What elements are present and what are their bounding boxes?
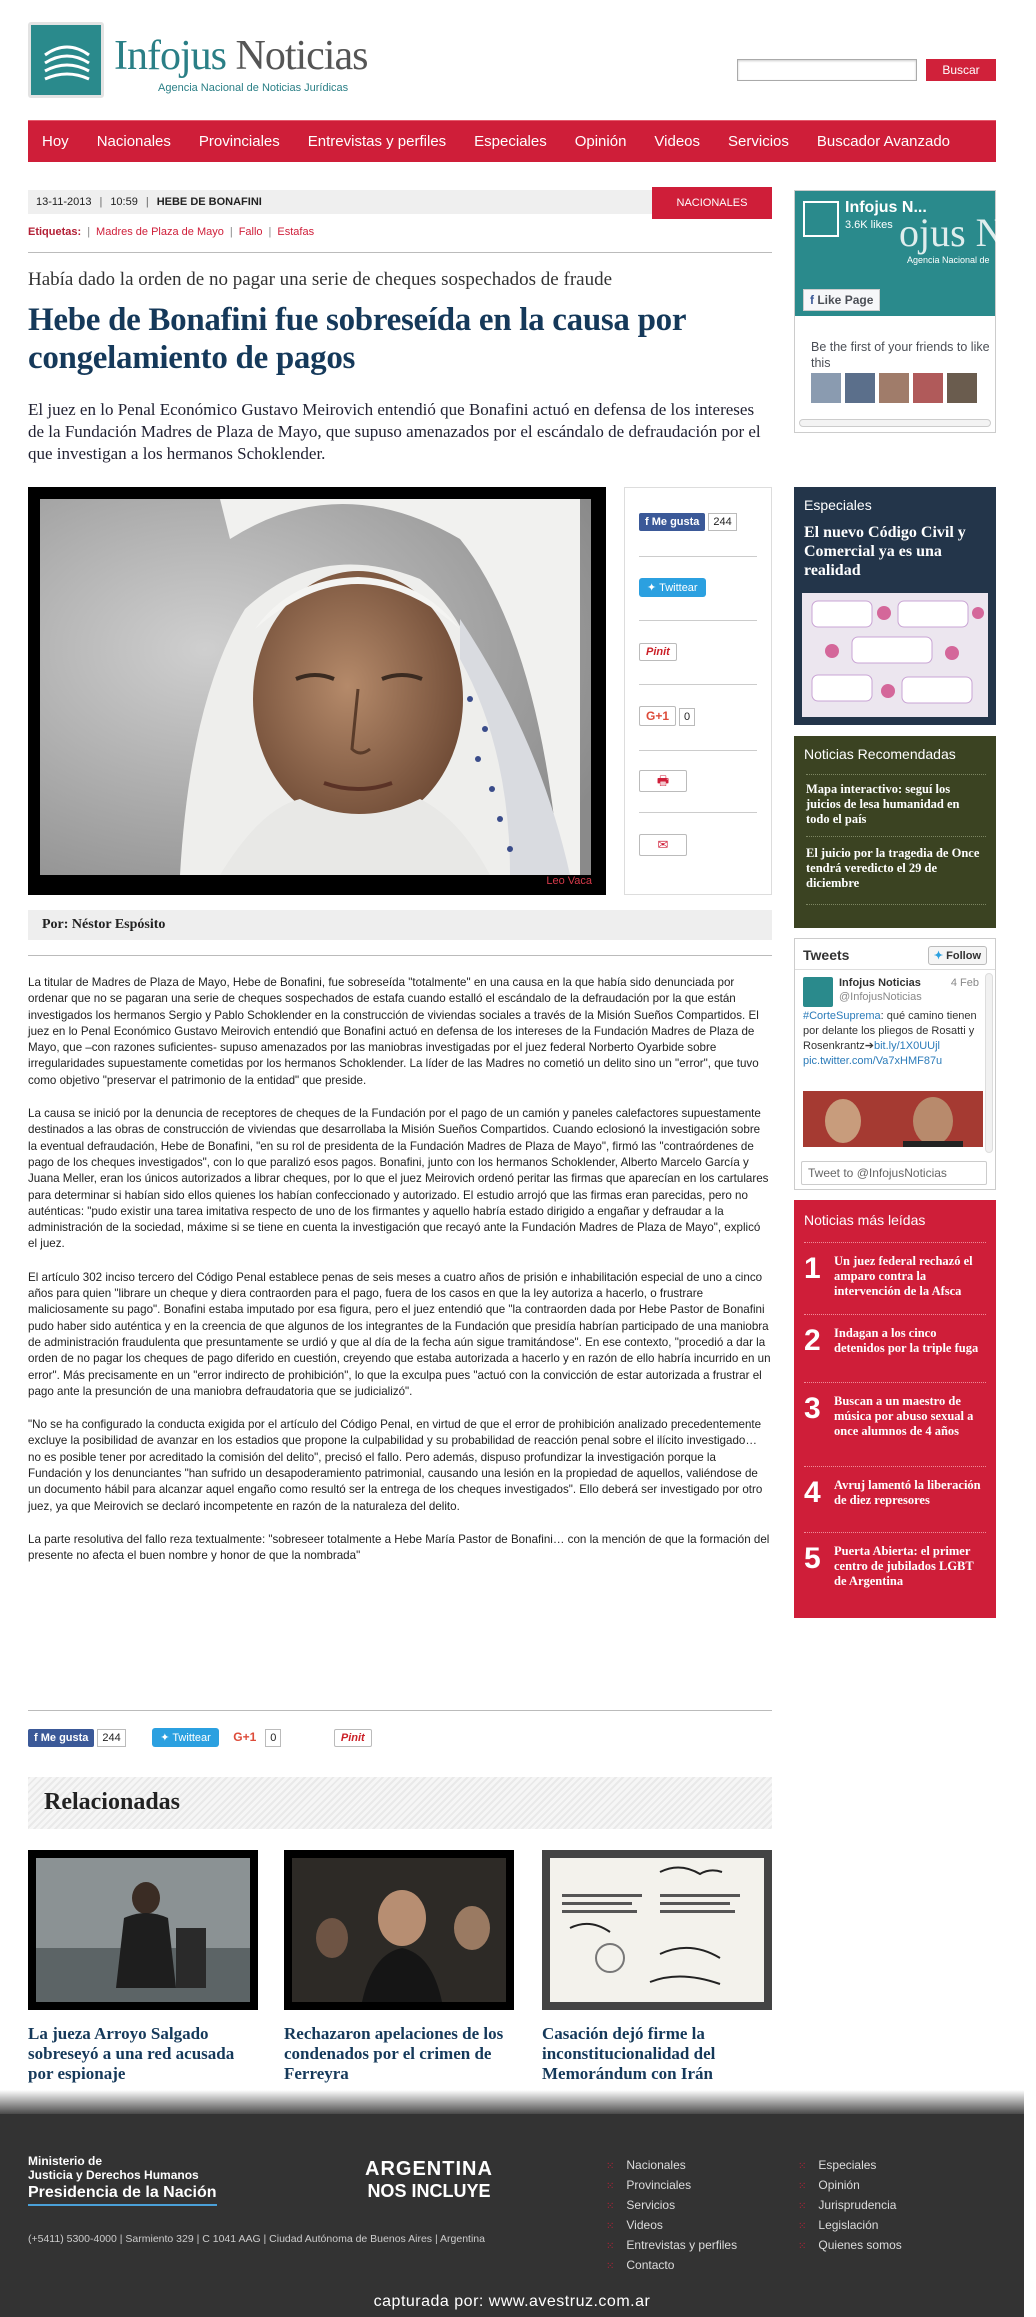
related-title: Relacionadas [44, 1789, 181, 1815]
tag-link[interactable]: Madres de Plaza de Mayo [96, 226, 224, 238]
site-logo[interactable] [28, 22, 408, 102]
fb-friends-text: Be the first of your friends to like this [811, 340, 990, 370]
divider [28, 1710, 772, 1711]
footer-link[interactable]: ⁙ Legislación [798, 2218, 879, 2232]
facebook-like[interactable] [639, 512, 757, 531]
tweet-date[interactable]: 4 Feb [950, 977, 979, 989]
rank-number: 3 [804, 1392, 821, 1425]
article-date: 13-11-2013 [36, 196, 92, 208]
bullet-icon: ⁙ [798, 2221, 807, 2232]
footer-address: (+5411) 5300-4000 | Sarmiento 329 | C 1041 AAG | Ciudad Autónoma de Buenos Aires | Argentina [28, 2233, 485, 2245]
tags-label: Etiquetas: [28, 226, 82, 238]
divider [639, 556, 757, 557]
tags-row: Etiquetas: | Madres de Plaza de Mayo | Fallo | Estafas [28, 226, 315, 238]
divider [806, 904, 986, 905]
friend-avatar[interactable] [913, 373, 943, 403]
facebook-cover[interactable] [795, 191, 1036, 316]
fb-like-count: 3.6K likes [845, 219, 893, 231]
recomendada-link[interactable]: Mapa interactivo: seguí los juicios de lesa humanidad en todo el país [806, 782, 960, 826]
gplus-count: 0 [265, 1729, 281, 1747]
fb-page-name[interactable]: Infojus N... [845, 199, 927, 216]
footer-link[interactable]: ⁙ Videos [606, 2218, 663, 2232]
photo-credit: Leo Vaca [546, 875, 592, 887]
article-headline: Hebe de Bonafini fue sobreseída en la causa por congelamiento de pagos [28, 302, 686, 376]
argentina-logo[interactable]: ARGENTINA NOS INCLUYE [365, 2158, 493, 2201]
cover-text: ojus Not [899, 210, 1036, 255]
gplus-count: 0 [679, 708, 695, 726]
mas-leida-link[interactable]: Avruj lamentó la liberación de diez represores [834, 1478, 981, 1507]
related-image[interactable] [284, 1850, 514, 2010]
capture-watermark: capturada por: www.avestruz.com.ar [373, 2293, 651, 2310]
facebook-like-button[interactable]: f Me gusta [639, 513, 705, 531]
divider [806, 774, 986, 775]
facebook-like-button[interactable]: f Me gusta [28, 1729, 94, 1747]
nav-item-nacionales[interactable]: Nacionales [96, 133, 171, 150]
cover-subtext: Agencia Nacional de [907, 255, 990, 265]
especiales-title-link[interactable]: El nuevo Código Civil y Comercial ya es una realidad [804, 524, 966, 579]
divider [804, 1314, 986, 1315]
body-paragraph: La titular de Madres de Plaza de Mayo, Hebe de Bonafini, fue sobreseída "totalmente" en una causa en la que había sido denunciada por ordenar que no se pagaran una serie de cheques sospechados de estafa cuando estalló el escándalo de la defraudación por la que están investigados los hermanos Sergio y Pablo Schoklender en la construcción de viviendas sociales a través de la Misión Sueños Compartidos. El juez en lo Penal Económico Gustavo Meirovich entendió que Bonafini actuó en defensa de los intereses de la Fundación Madres de Plaza de Mayo, que –con razones suficientes- supuso amenazados por las maniobras investigadas por el juez federal Norberto Oyarbide sobre irregularidades supuestamente cometidas por los hermanos Schoklender. La líder de las Madres no cometió un delito sino un "error", que tuvo como objetivo "preservar el patrimonio de la entidad" que preside. [28, 976, 759, 1087]
footer-link[interactable]: ⁙ Contacto [606, 2258, 675, 2272]
mas-leida-link[interactable]: Buscan a un maestro de música por abuso sexual a once alumnos de 4 años [834, 1394, 974, 1438]
section-badge[interactable]: NACIONALES [652, 187, 772, 219]
bullet-icon: ⁙ [606, 2221, 615, 2232]
friend-avatar[interactable] [879, 373, 909, 403]
related-title-link[interactable]: La jueza Arroyo Salgado sobreseyó a una red acusada por espionaje [28, 2024, 235, 2083]
facebook-page-widget [794, 190, 1036, 433]
timeline-scrollbar[interactable] [985, 973, 993, 1153]
tag-link[interactable]: Fallo [238, 226, 263, 238]
bullet-icon: ⁙ [606, 2241, 615, 2252]
tweet-button[interactable]: ✦ Twittear [639, 578, 706, 597]
especiales-head: Especiales [804, 497, 872, 513]
nav-item-especiales[interactable]: Especiales [474, 133, 547, 150]
facebook-icon: f [34, 1732, 38, 1744]
related-card[interactable] [542, 1850, 772, 2084]
rank-number: 1 [804, 1252, 821, 1285]
gplus-button[interactable]: G+1 [233, 1730, 257, 1744]
share-sidebar [624, 487, 772, 895]
nav-item-servicios[interactable]: Servicios [728, 133, 789, 150]
like-count: 244 [97, 1729, 125, 1747]
footer-link[interactable]: ⁙ Servicios [606, 2198, 676, 2212]
bullet-icon: ⁙ [798, 2181, 807, 2192]
recomendadas-head: Noticias Recomendadas [804, 746, 956, 762]
rank-number: 5 [804, 1542, 821, 1575]
mas-leida-item[interactable] [802, 1324, 988, 1388]
mas-leidas-head: Noticias más leídas [804, 1212, 926, 1228]
recomendadas-box [794, 736, 996, 928]
tweet-to-input[interactable]: Tweet to @InfojusNoticias [801, 1161, 987, 1185]
tweet-avatar[interactable] [803, 977, 833, 1007]
divider [804, 1532, 986, 1533]
article-photo[interactable] [40, 499, 591, 875]
gplus-button[interactable]: G+1 [639, 706, 676, 726]
nav-item-hoy[interactable]: Hoy [42, 133, 69, 150]
footer-link[interactable]: ⁙ Provinciales [606, 2178, 692, 2192]
main-nav [28, 120, 996, 162]
mas-leida-link[interactable]: Puerta Abierta: el primer centro de jubilados LGBT de Argentina [834, 1544, 974, 1588]
tweet-link[interactable]: bit.ly/1X0UUjl [873, 1040, 940, 1052]
bottom-share-bar [28, 1728, 772, 1752]
divider [28, 252, 772, 253]
article-body [28, 975, 772, 1582]
tweet-text: #CorteSuprema: qué camino tienen por delante los pliegos de Rosatti y Rosenkrantz➔bit.ly/1X0UUjl pic.twitter.com/Va7xHMF87u [803, 1010, 977, 1067]
tweet-handle[interactable]: @InfojusNoticias [839, 991, 922, 1003]
mas-leida-item[interactable] [802, 1476, 988, 1540]
divider [639, 620, 757, 621]
bullet-icon: ⁙ [606, 2181, 615, 2192]
especiales-box [794, 487, 996, 725]
article-column [28, 190, 772, 2083]
like-count: 244 [708, 513, 736, 531]
related-header [28, 1777, 772, 1829]
logo-tagline: Agencia Nacional de Noticias Jurídicas [158, 82, 349, 94]
tweets-head: Tweets [803, 947, 850, 963]
widget-scrollbar[interactable] [799, 419, 991, 427]
bullet-icon: ⁙ [606, 2161, 615, 2172]
footer-link[interactable]: ⁙ Jurisprudencia [798, 2198, 897, 2212]
mas-leidas-box [794, 1200, 996, 1618]
bullet-icon: ⁙ [798, 2161, 807, 2172]
friend-avatar[interactable] [845, 373, 875, 403]
especiales-image[interactable] [802, 593, 988, 717]
related-card[interactable] [284, 1850, 514, 2084]
divider [795, 969, 995, 970]
footer-link[interactable]: ⁙ Especiales [798, 2158, 877, 2172]
article-photo-frame [28, 487, 606, 895]
book-logo-icon [28, 22, 104, 98]
body-paragraph: La causa se inició por la denuncia de receptores de cheques de la Fundación por el pago de un camión y paneles calefactores supuestamente destinados a las obras de construcción de viviendas que desarrollaba la Misión Sueños Compartidos. Cuando eclosionó la investigación sobre la eventual defraudación, Hebe de Bonafini, "en su rol de presidenta de la Fundación Madres de Plaza de Mayo", firmó las "contraórdenes de pago de los cheques investigados", con lo que paralizó esos pagos. Bonafini, junto con los hermanos Schoklender, Alberto Marcelo García y Juana Meller, eran los únicos autorizados a librar cheques, por lo que el juez Meirovich ordenó peritar las firmas que aparecían en los cartulares para determinar si habían sido ellos quienes los habían confeccionado y autorizado. El estudio arrojó que las firmas eran parecidas, pero no auténticas: "pudo existir una tarea imitativa respecto de uno de los firmantes y aquello habría estado dirigido a engañar y defraudar a la administración de la sociedad, máxime si se tiene en cuenta la investigación que recayó ante la Fundación Madres de Plaza de Mayo", explicó el juez. [28, 1107, 769, 1251]
mas-leida-item[interactable] [802, 1542, 988, 1606]
divider [639, 684, 757, 685]
footer-link[interactable]: ⁙ Nacionales [606, 2158, 686, 2172]
nav-item-entrevistas[interactable]: Entrevistas y perfiles [307, 133, 447, 150]
pinterest-share[interactable] [639, 642, 757, 661]
mas-leida-item[interactable] [802, 1392, 988, 1456]
page-avatar [803, 201, 839, 237]
nav-item-opinion[interactable]: Opinión [574, 133, 627, 150]
tweet-user[interactable]: Infojus Noticias [839, 977, 921, 989]
article-topic: HEBE DE BONAFINI [156, 196, 262, 208]
tweet-button[interactable]: ✦ Twittear [152, 1728, 219, 1747]
divider [804, 1382, 986, 1383]
related-image[interactable] [28, 1850, 258, 2010]
article-kicker: Había dado la orden de no pagar una serie de cheques sospechados de fraude [28, 269, 613, 290]
related-image[interactable] [542, 1850, 772, 2010]
tweet-photo[interactable] [803, 1091, 983, 1147]
recomendada-link[interactable]: El juicio por la tragedia de Once tendrá veredicto el 29 de diciembre [806, 846, 980, 890]
pin-it-button[interactable]: Pinit [334, 1729, 372, 1747]
gplus-share[interactable] [639, 706, 757, 726]
twitter-share[interactable] [639, 578, 757, 597]
search-input[interactable] [737, 59, 917, 81]
facebook-icon: f [810, 293, 814, 307]
bullet-icon: ⁙ [798, 2201, 807, 2212]
nav-item-buscador[interactable]: Buscador Avanzado [816, 133, 951, 150]
site-footer [0, 2114, 1024, 2317]
related-title-link[interactable]: Rechazaron apelaciones de los condenados por el crimen de Ferreyra [284, 2024, 504, 2083]
search-button[interactable]: Buscar [926, 59, 996, 81]
divider [806, 836, 986, 837]
divider [804, 1242, 986, 1243]
tweet-media-link[interactable]: pic.twitter.com/Va7xHMF87u [803, 1055, 943, 1067]
footer-link[interactable]: ⁙ Entrevistas y perfiles [606, 2238, 738, 2252]
mas-leida-link[interactable]: Indagan a los cinco detenidos por la triple fuga [834, 1326, 979, 1355]
divider [639, 750, 757, 751]
twitter-bird-icon: ✦ [647, 582, 657, 594]
body-paragraph: "No se ha configurado la conducta exigida por el artículo del Código Penal, en virtud de que el error de prohibición analizado precedentemente excluye la posibilidad de avanzar en los estadios que propone la culpabilidad y su probabilidad de reacción penal sobre el ilícito investigado… no es posible tener por acreditado la comisión del delito", precisó el fallo. Pero además, dispuso profundizar la investigación porque la Fundación y los denunciantes "han sufrido un desapoderamiento patrimonial, causando una lesión en la propiedad de aquellos, valiéndose de un documento hábil para alcanzar aquel engaño como resultó ser la entrega de los cheques investigados". Ello deberá ser investigado por otro juez, ya que Meirovich se declaró incompetente en razón de la naturaleza del delito. [28, 1418, 763, 1513]
mas-leida-item[interactable] [802, 1252, 988, 1316]
footer-link[interactable]: ⁙ Opinión [798, 2178, 860, 2192]
envelope-icon[interactable]: ✉ [639, 834, 687, 856]
site-header [0, 0, 1024, 118]
pin-it-button[interactable]: Pinit [639, 643, 677, 661]
footer-link[interactable]: ⁙ Quienes somos [798, 2238, 902, 2252]
related-card[interactable] [28, 1850, 258, 2084]
divider [639, 812, 757, 813]
related-title-link[interactable]: Casación dejó firme la inconstitucionalidad del Memorándum con Irán [542, 2024, 716, 2083]
ministry-logo[interactable]: Ministerio de Justicia y Derechos Humanos Presidencia de la Nación [28, 2154, 217, 2206]
divider [804, 1466, 986, 1467]
bullet-icon: ⁙ [798, 2241, 807, 2252]
printer-icon[interactable]: 🖶 [639, 770, 687, 792]
article-meta: 13-11-2013 | 10:59 | HEBE DE BONAFINI NACIONALES [28, 190, 772, 214]
twitter-follow-button[interactable]: ✦ Follow [928, 946, 987, 965]
friend-avatar[interactable] [947, 373, 977, 403]
facebook-icon: f [645, 516, 649, 528]
mas-leida-link[interactable]: Un juez federal rechazó el amparo contra la intervención de la Afsca [834, 1254, 973, 1298]
body-paragraph: La parte resolutiva del fallo reza textualmente: "sobreseer totalmente a Hebe María Pastor de Bonafini… con la mención de que la formación del presente no afecta el buen nombre y honor de que la nombrada" [28, 1532, 770, 1563]
logo-name: Infojus Noticias [114, 33, 368, 79]
friend-avatar[interactable] [811, 373, 841, 403]
tag-link[interactable]: Estafas [277, 226, 315, 238]
fb-like-page-button[interactable]: f Like Page [803, 289, 880, 311]
article-time: 10:59 [110, 196, 138, 208]
bullet-icon: ⁙ [606, 2201, 615, 2212]
nav-item-provinciales[interactable]: Provinciales [198, 133, 280, 150]
article-byline: Por: Néstor Espósito [28, 910, 772, 940]
footer-shadow [0, 2090, 1024, 2114]
twitter-bird-icon: ✦ [160, 1732, 170, 1744]
divider [28, 955, 772, 956]
article-lead: El juez en lo Penal Económico Gustavo Meirovich entendió que Bonafini actuó en defensa de los intereses de la Fundación Madres de Plaza de Mayo, que supuso amenazados por el escándalo de defraudación por el que investigan a los hermanos Schoklender. [28, 400, 761, 463]
body-paragraph: El artículo 302 inciso tercero del Código Penal establece penas de seis meses a cuatro años de prisión e inhabilitación especial de uno a cinco años para quien "librare un cheque y diera contraorden para el pago, fuera de los casos en que la ley autoriza a hacerlo, o frustrare maliciosamente su pago". Bonafini estaba imputado por esa figura, pero el juez entendió que "la contraorden dada por Hebe Pastor de Bonafini pudo haber sido auténtica y en la creencia de que algunos de los integrantes de la Fundación que presidía habrían participado de una maniobra de administración fraudulenta que presuntamente se urdió y que al día de la fecha aún sigue tramitándose". En ese contexto, "procedió a dar la orden de no pagar los cheques de pago diferido en cuestión, creyendo que estaba autorizada a hacerlo y en razón de ello habría incurrido en un error". Más precisamente en un "error indirecto de prohibición", lo que la exculpa pues "actuó con la convicción de estar autorizada a frustrar el pago ante la presunción de una maniobra defraudatoria que se judicializó". [28, 1270, 771, 1398]
nav-item-videos[interactable]: Videos [654, 133, 701, 150]
twitter-timeline [794, 938, 996, 1190]
bullet-icon: ⁙ [606, 2261, 615, 2272]
rank-number: 4 [804, 1476, 821, 1509]
hashtag-link[interactable]: #CorteSuprema [803, 1010, 881, 1022]
rank-number: 2 [804, 1324, 821, 1357]
twitter-bird-icon: ✦ [933, 950, 944, 962]
